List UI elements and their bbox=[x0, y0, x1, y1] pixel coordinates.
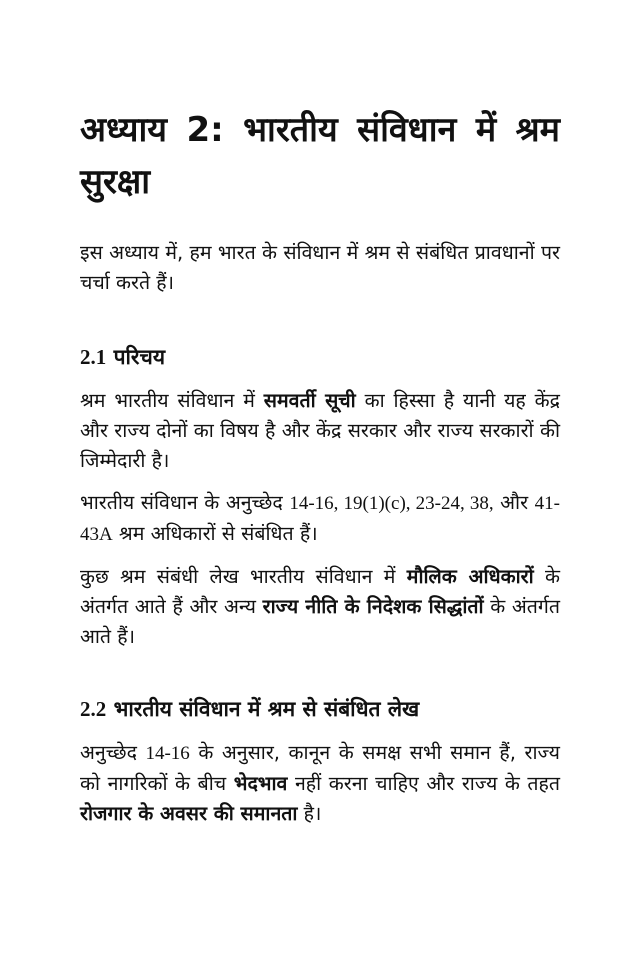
section-number: 2.2 bbox=[80, 697, 107, 721]
bold-term-equal-opportunity: रोजगार के अवसर की समानता bbox=[80, 802, 298, 825]
section-title: भारतीय संविधान में श्रम से संबंधित लेख bbox=[113, 697, 420, 721]
text-run: के अंतर्गत आते हैं और अन्य bbox=[80, 565, 560, 618]
text-run: के अंतर्गत आते हैं। bbox=[80, 595, 560, 648]
section-heading-2-1 bbox=[80, 342, 560, 372]
section-number: 2.1 bbox=[80, 345, 107, 369]
text-run: अनुच्छेद bbox=[80, 741, 146, 764]
article-numbers: 41-43A bbox=[80, 493, 560, 545]
section-heading-2-2 bbox=[80, 694, 560, 724]
section-2-2-paragraph-1 bbox=[80, 738, 560, 829]
text-run: श्रम भारतीय संविधान में bbox=[80, 389, 264, 412]
text-run: और bbox=[493, 491, 535, 514]
chapter-title: अध्याय 2: भारतीय संविधान में श्रम सुरक्षा bbox=[80, 110, 560, 202]
bold-term-directive-principles: राज्य नीति के निदेशक सिद्धांतों bbox=[262, 595, 484, 618]
text-run: भारतीय संविधान के अनुच्छेद bbox=[80, 491, 290, 514]
article-numbers: 14-16 bbox=[145, 743, 190, 764]
bold-term-fundamental-rights: मौलिक अधिकारों bbox=[406, 565, 534, 588]
section-2-1-paragraph-1 bbox=[80, 386, 560, 476]
bold-term-discrimination: भेदभाव bbox=[233, 772, 288, 795]
text-run: श्रम अधिकारों से संबंधित हैं। bbox=[112, 522, 318, 545]
section-title: परिचय bbox=[113, 345, 166, 369]
article-numbers: 14-16, 19(1)(c), 23-24, 38, bbox=[289, 493, 494, 514]
text-run: कुछ श्रम संबंधी लेख भारतीय संविधान में bbox=[80, 565, 407, 588]
text-run: है। bbox=[297, 802, 322, 825]
text-run: का हिस्सा है यानी यह केंद्र और राज्य दोनों का विषय है और केंद्र सरकार और राज्य सरकारों की जिम्मेदारी है। bbox=[80, 389, 560, 472]
intro-paragraph: इस अध्याय में, हम भारत के संविधान में श्रम से संबंधित प्रावधानों पर चर्चा करते हैं। bbox=[80, 241, 560, 294]
text-run: के अनुसार, कानून के समक्ष सभी समान हैं, राज्य को नागरिकों के बीच bbox=[80, 741, 560, 795]
text-run: नहीं करना चाहिए और राज्य के तहत bbox=[287, 772, 560, 795]
bold-term-concurrent-list: समवर्ती सूची bbox=[263, 389, 356, 412]
section-2-1-paragraph-2 bbox=[80, 488, 560, 550]
section-2-1-paragraph-3 bbox=[80, 562, 560, 652]
document-page bbox=[80, 104, 560, 829]
